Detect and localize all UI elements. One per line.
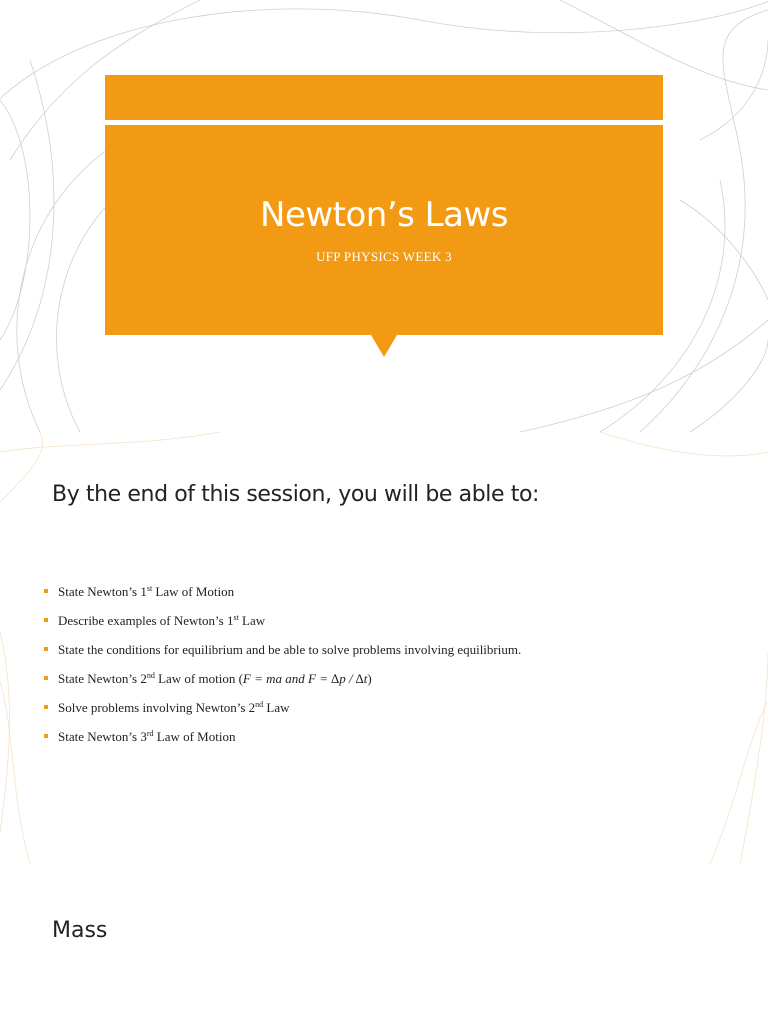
bullet-icon (44, 589, 48, 593)
bullet-icon (44, 647, 48, 651)
list-item: State the conditions for equilibrium and be able to solve problems involving equilibrium. (44, 642, 521, 671)
deck-title: Newton’s Laws (260, 195, 508, 235)
bullet-icon (44, 734, 48, 738)
mass-slide (0, 864, 768, 1024)
list-item: Solve problems involving Newton’s 2nd Law (44, 700, 521, 729)
deck-subtitle: UFP PHYSICS WEEK 3 (316, 249, 452, 264)
bullet-icon (44, 676, 48, 680)
list-item: Describe examples of Newton’s 1st Law (44, 613, 521, 642)
bullet-icon (44, 618, 48, 622)
list-item: State Newton’s 1st Law of Motion (44, 584, 521, 613)
objectives-heading: By the end of this session, you will be able to: (52, 482, 540, 507)
list-item: State Newton’s 3rd Law of Motion (44, 729, 521, 758)
list-item: State Newton’s 2nd Law of motion (F = ma and F = ∆p / ∆t) (44, 671, 521, 700)
title-pointer (371, 335, 397, 357)
objectives-slide (0, 432, 768, 864)
mass-heading: Mass (52, 918, 108, 943)
bullet-icon (44, 705, 48, 709)
formula: F = ma and F = ∆p / ∆t (242, 671, 368, 686)
title-box (105, 125, 663, 335)
title-slide (0, 0, 768, 432)
title-accent-band (105, 75, 663, 120)
objectives-list (44, 584, 521, 758)
